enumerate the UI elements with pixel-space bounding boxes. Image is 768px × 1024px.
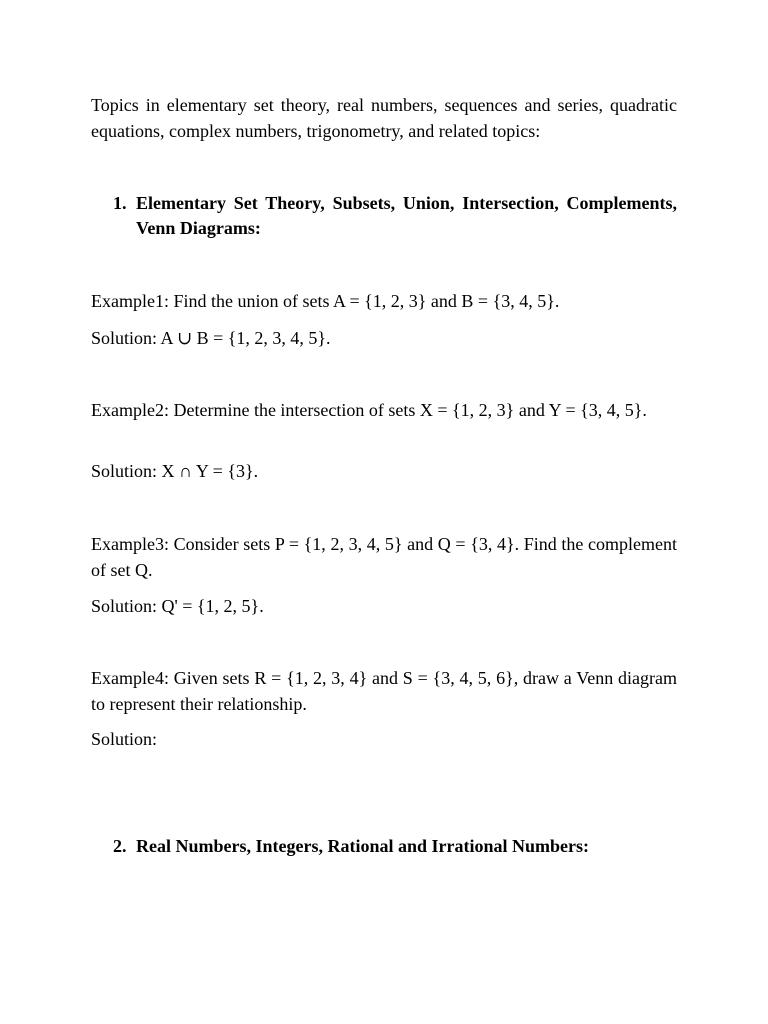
example-2-solution: Solution: X ∩ Y = {3}. [91, 461, 259, 481]
section-heading-2 [113, 834, 677, 859]
section-number: 1. [113, 193, 127, 213]
section-number: 2. [113, 836, 127, 856]
example-2-question: Example2: Determine the intersection of sets X = {1, 2, 3} and Y = {3, 4, 5}. [91, 400, 647, 420]
example-3-question: Example3: Consider sets P = {1, 2, 3, 4, 5} and Q = {3, 4}. Find the complement of set Q. [91, 534, 677, 580]
intro-paragraph: Topics in elementary set theory, real numbers, sequences and series, quadratic equations, complex numbers, trigonometry, and related topics: [91, 95, 677, 141]
section-title: Elementary Set Theory, Subsets, Union, Intersection, Complements, Venn Diagrams: [136, 193, 677, 238]
section-title: Real Numbers, Integers, Rational and Irrational Numbers: [136, 836, 589, 856]
section-heading-1 [113, 191, 677, 241]
example-4-question: Example4: Given sets R = {1, 2, 3, 4} and S = {3, 4, 5, 6}, draw a Venn diagram to represent their relationship. [91, 668, 677, 714]
example-1-question: Example1: Find the union of sets A = {1, 2, 3} and B = {3, 4, 5}. [91, 291, 560, 311]
example-1-solution: Solution: A ∪ B = {1, 2, 3, 4, 5}. [91, 328, 331, 348]
example-4-solution: Solution: [91, 729, 158, 749]
example-3-solution: Solution: Q' = {1, 2, 5}. [91, 596, 264, 616]
